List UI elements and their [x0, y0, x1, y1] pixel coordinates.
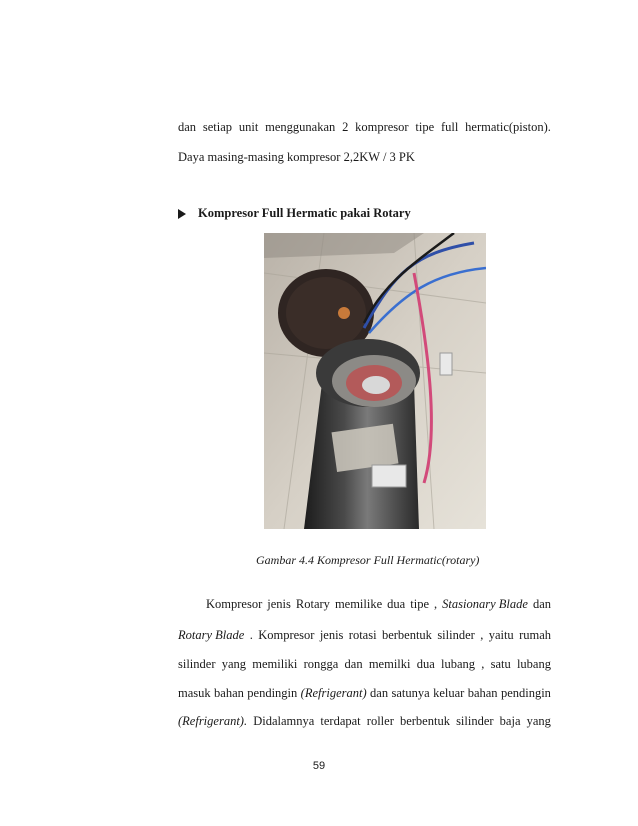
word: satu — [490, 657, 511, 671]
word: masuk — [178, 686, 211, 700]
word: , — [434, 597, 438, 611]
word: silinder — [437, 628, 475, 642]
word: Kompresor — [206, 597, 263, 611]
paragraph-line — [178, 714, 551, 729]
word: . — [249, 628, 253, 642]
word: tipe — [410, 597, 429, 611]
word: kompresor — [355, 120, 409, 134]
word: Didalamnya — [253, 714, 315, 728]
word: tipe — [415, 120, 435, 134]
word: dua — [387, 597, 406, 611]
word: , — [480, 628, 484, 642]
word: rotasi — [348, 628, 377, 642]
word: menggunakan — [265, 120, 336, 134]
word: silinder — [178, 657, 216, 671]
compressor-photo — [264, 233, 486, 529]
word: pendingin — [500, 686, 551, 700]
word: rongga — [303, 657, 339, 671]
bullet-arrow-icon — [178, 209, 186, 219]
word: dan — [344, 657, 363, 671]
word: lubang — [516, 657, 551, 671]
word: silinder — [456, 714, 494, 728]
paragraph-line — [178, 686, 551, 701]
word: hermatic(piston). — [465, 120, 551, 134]
word: memilike — [334, 597, 383, 611]
word: keluar — [433, 686, 465, 700]
section-heading — [178, 206, 411, 221]
word: yaitu — [488, 628, 514, 642]
word: memilki — [368, 657, 411, 671]
word: 2 — [342, 120, 349, 134]
word: berbentuk — [381, 628, 432, 642]
word: rumah — [519, 628, 551, 642]
word: roller — [366, 714, 394, 728]
word: dan — [532, 597, 551, 611]
word-italic: Stasionary Blade — [442, 597, 528, 611]
paragraph-line — [178, 628, 551, 643]
word-italic: Rotary Blade — [178, 628, 245, 642]
paragraph-line — [178, 657, 551, 672]
word: berbentuk — [399, 714, 450, 728]
heading-text: Kompresor Full Hermatic pakai Rotary — [198, 206, 411, 220]
word: pendingin — [247, 686, 298, 700]
word: setiap — [202, 120, 233, 134]
word: jenis — [319, 628, 344, 642]
word: terdapat — [320, 714, 361, 728]
paragraph-line — [178, 120, 551, 135]
word: unit — [238, 120, 259, 134]
word-italic: (Refrigerant). — [178, 714, 248, 728]
word: dua — [416, 657, 435, 671]
word: satunya — [391, 686, 430, 700]
word: lubang — [441, 657, 476, 671]
word: memiliki — [252, 657, 298, 671]
paragraph-line — [206, 597, 551, 612]
paragraph-line: Daya masing-masing kompresor 2,2KW / 3 PK — [178, 150, 415, 164]
figure-caption: Gambar 4.4 Kompresor Full Hermatic(rotary) — [256, 553, 480, 567]
word: dan — [370, 686, 389, 700]
word: bahan — [467, 686, 498, 700]
word: , — [481, 657, 485, 671]
page-number: 59 — [312, 760, 326, 772]
word: jenis — [267, 597, 291, 611]
word-italic: (Refrigerant) — [300, 686, 367, 700]
word: Rotary — [295, 597, 330, 611]
word: yang — [221, 657, 247, 671]
word: bahan — [214, 686, 244, 700]
word: dan — [178, 120, 197, 134]
word: Kompresor — [258, 628, 315, 642]
word: yang — [526, 714, 551, 728]
word: full — [440, 120, 459, 134]
word: baja — [499, 714, 521, 728]
